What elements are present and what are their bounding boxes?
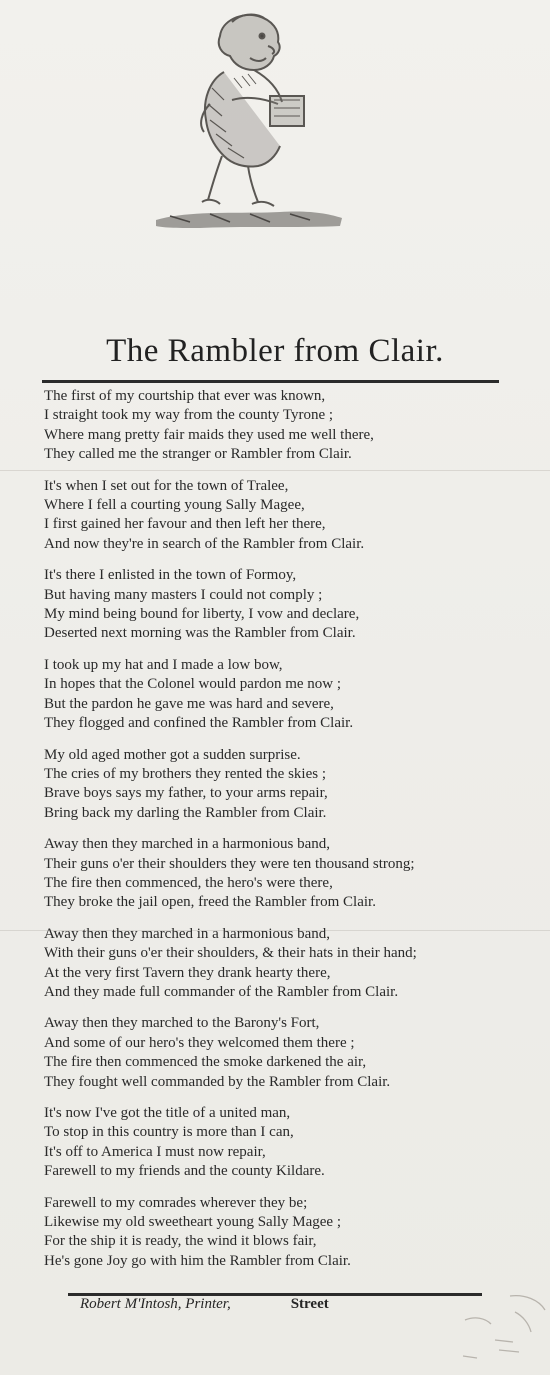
verse-line: Likewise my old sweetheart young Sally Magee ;: [44, 1214, 342, 1231]
verse-line: Farewell to my friends and the county Kildare.: [44, 1163, 325, 1180]
verse-line: The fire then commenced, the hero's were there,: [44, 874, 333, 891]
verse-line: The first of my courtship that ever was known,: [44, 388, 326, 404]
verse-line: And some of our hero's they welcomed them there ;: [44, 1034, 355, 1051]
printer-imprint: [80, 1296, 329, 1313]
verse-line: But having many masters I could not comply ;: [44, 586, 323, 603]
verse-line: The cries of my brothers they rented the skies ;: [44, 765, 326, 782]
ballad-title: The Rambler from Clair.: [106, 333, 444, 369]
verse-line: Their guns o'er their shoulders they were ten thousand strong;: [44, 855, 415, 872]
verse-line: Farewell to my comrades wherever they be;: [44, 1194, 308, 1211]
verse-line: Bring back my darling the Rambler from Clair.: [44, 804, 327, 821]
verse-line: But the pardon he gave me was hard and severe,: [44, 695, 334, 712]
verse-line: The fire then commenced the smoke darkened the air,: [44, 1054, 367, 1071]
stanza-10: [44, 1194, 544, 1272]
stanza-7: [44, 925, 544, 1003]
verse-line: Deserted next morning was the Rambler from Clair.: [44, 625, 356, 642]
stanza-2: [44, 477, 544, 555]
verse-line: With their guns o'er their shoulders, & their hats in their hand;: [44, 945, 417, 962]
verse-line: Where I fell a courting young Sally Magee,: [44, 497, 305, 514]
verse-line: Away then they marched to the Barony's Fort,: [44, 1015, 320, 1032]
verse-line: They fought well commanded by the Rambler from Clair.: [44, 1073, 391, 1090]
title-rule: [42, 380, 499, 383]
woodcut-illustration: [150, 8, 345, 230]
stanza-9: [44, 1104, 544, 1182]
verse-line: It's off to America I must now repair,: [44, 1143, 266, 1160]
verse-line: It's when I set out for the town of Tralee,: [44, 477, 289, 494]
verse-line: To stop in this country is more than I can,: [44, 1124, 294, 1141]
verse-line: And they made full commander of the Rambler from Clair.: [44, 983, 399, 1000]
verse-line: I straight took my way from the county Tyrone ;: [44, 407, 334, 424]
printer-name: Robert M'Intosh, Printer,: [80, 1296, 231, 1312]
verse-line: He's gone Joy go with him the Rambler from Clair.: [44, 1252, 351, 1269]
printer-street: Street: [290, 1296, 329, 1312]
verse-line: Away then they marched in a harmonious band,: [44, 925, 331, 942]
verse-line: I first gained her favour and then left her there,: [44, 516, 326, 533]
verse-line: They flogged and confined the Rambler from Clair.: [44, 715, 354, 732]
verse-line: My mind being bound for liberty, I vow and declare,: [44, 606, 360, 623]
verse-line: Brave boys says my father, to your arms repair,: [44, 785, 328, 802]
verse-line: In hopes that the Colonel would pardon me now ;: [44, 676, 342, 693]
verse-line: They broke the jail open, freed the Rambler from Clair.: [44, 894, 376, 911]
stanza-4: [44, 656, 544, 734]
verse-line: Where mang pretty fair maids they used me well there,: [44, 426, 374, 443]
stanza-6: [44, 835, 544, 913]
stanza-1: [44, 387, 544, 465]
verse-line: They called me the stranger or Rambler from Clair.: [44, 446, 352, 463]
verse-line: For the ship it is ready, the wind it blows fair,: [44, 1233, 317, 1250]
stanza-5: [44, 746, 544, 824]
faded-stamp-marks: [455, 1290, 550, 1375]
verse-line: It's now I've got the title of a united man,: [44, 1105, 291, 1121]
verse-line: And now they're in search of the Rambler from Clair.: [44, 535, 365, 552]
verse-line: It's there I enlisted in the town of Formoy,: [44, 567, 297, 584]
verse-line: I took up my hat and I made a low bow,: [44, 656, 283, 673]
verse-line: At the very first Tavern they drank hearty there,: [44, 964, 331, 981]
stanza-3: [44, 566, 544, 644]
verse-line: My old aged mother got a sudden surprise.: [44, 746, 301, 763]
ballad-verses: [44, 387, 544, 1283]
stanza-8: [44, 1014, 544, 1092]
verse-line: Away then they marched in a harmonious band,: [44, 836, 331, 853]
